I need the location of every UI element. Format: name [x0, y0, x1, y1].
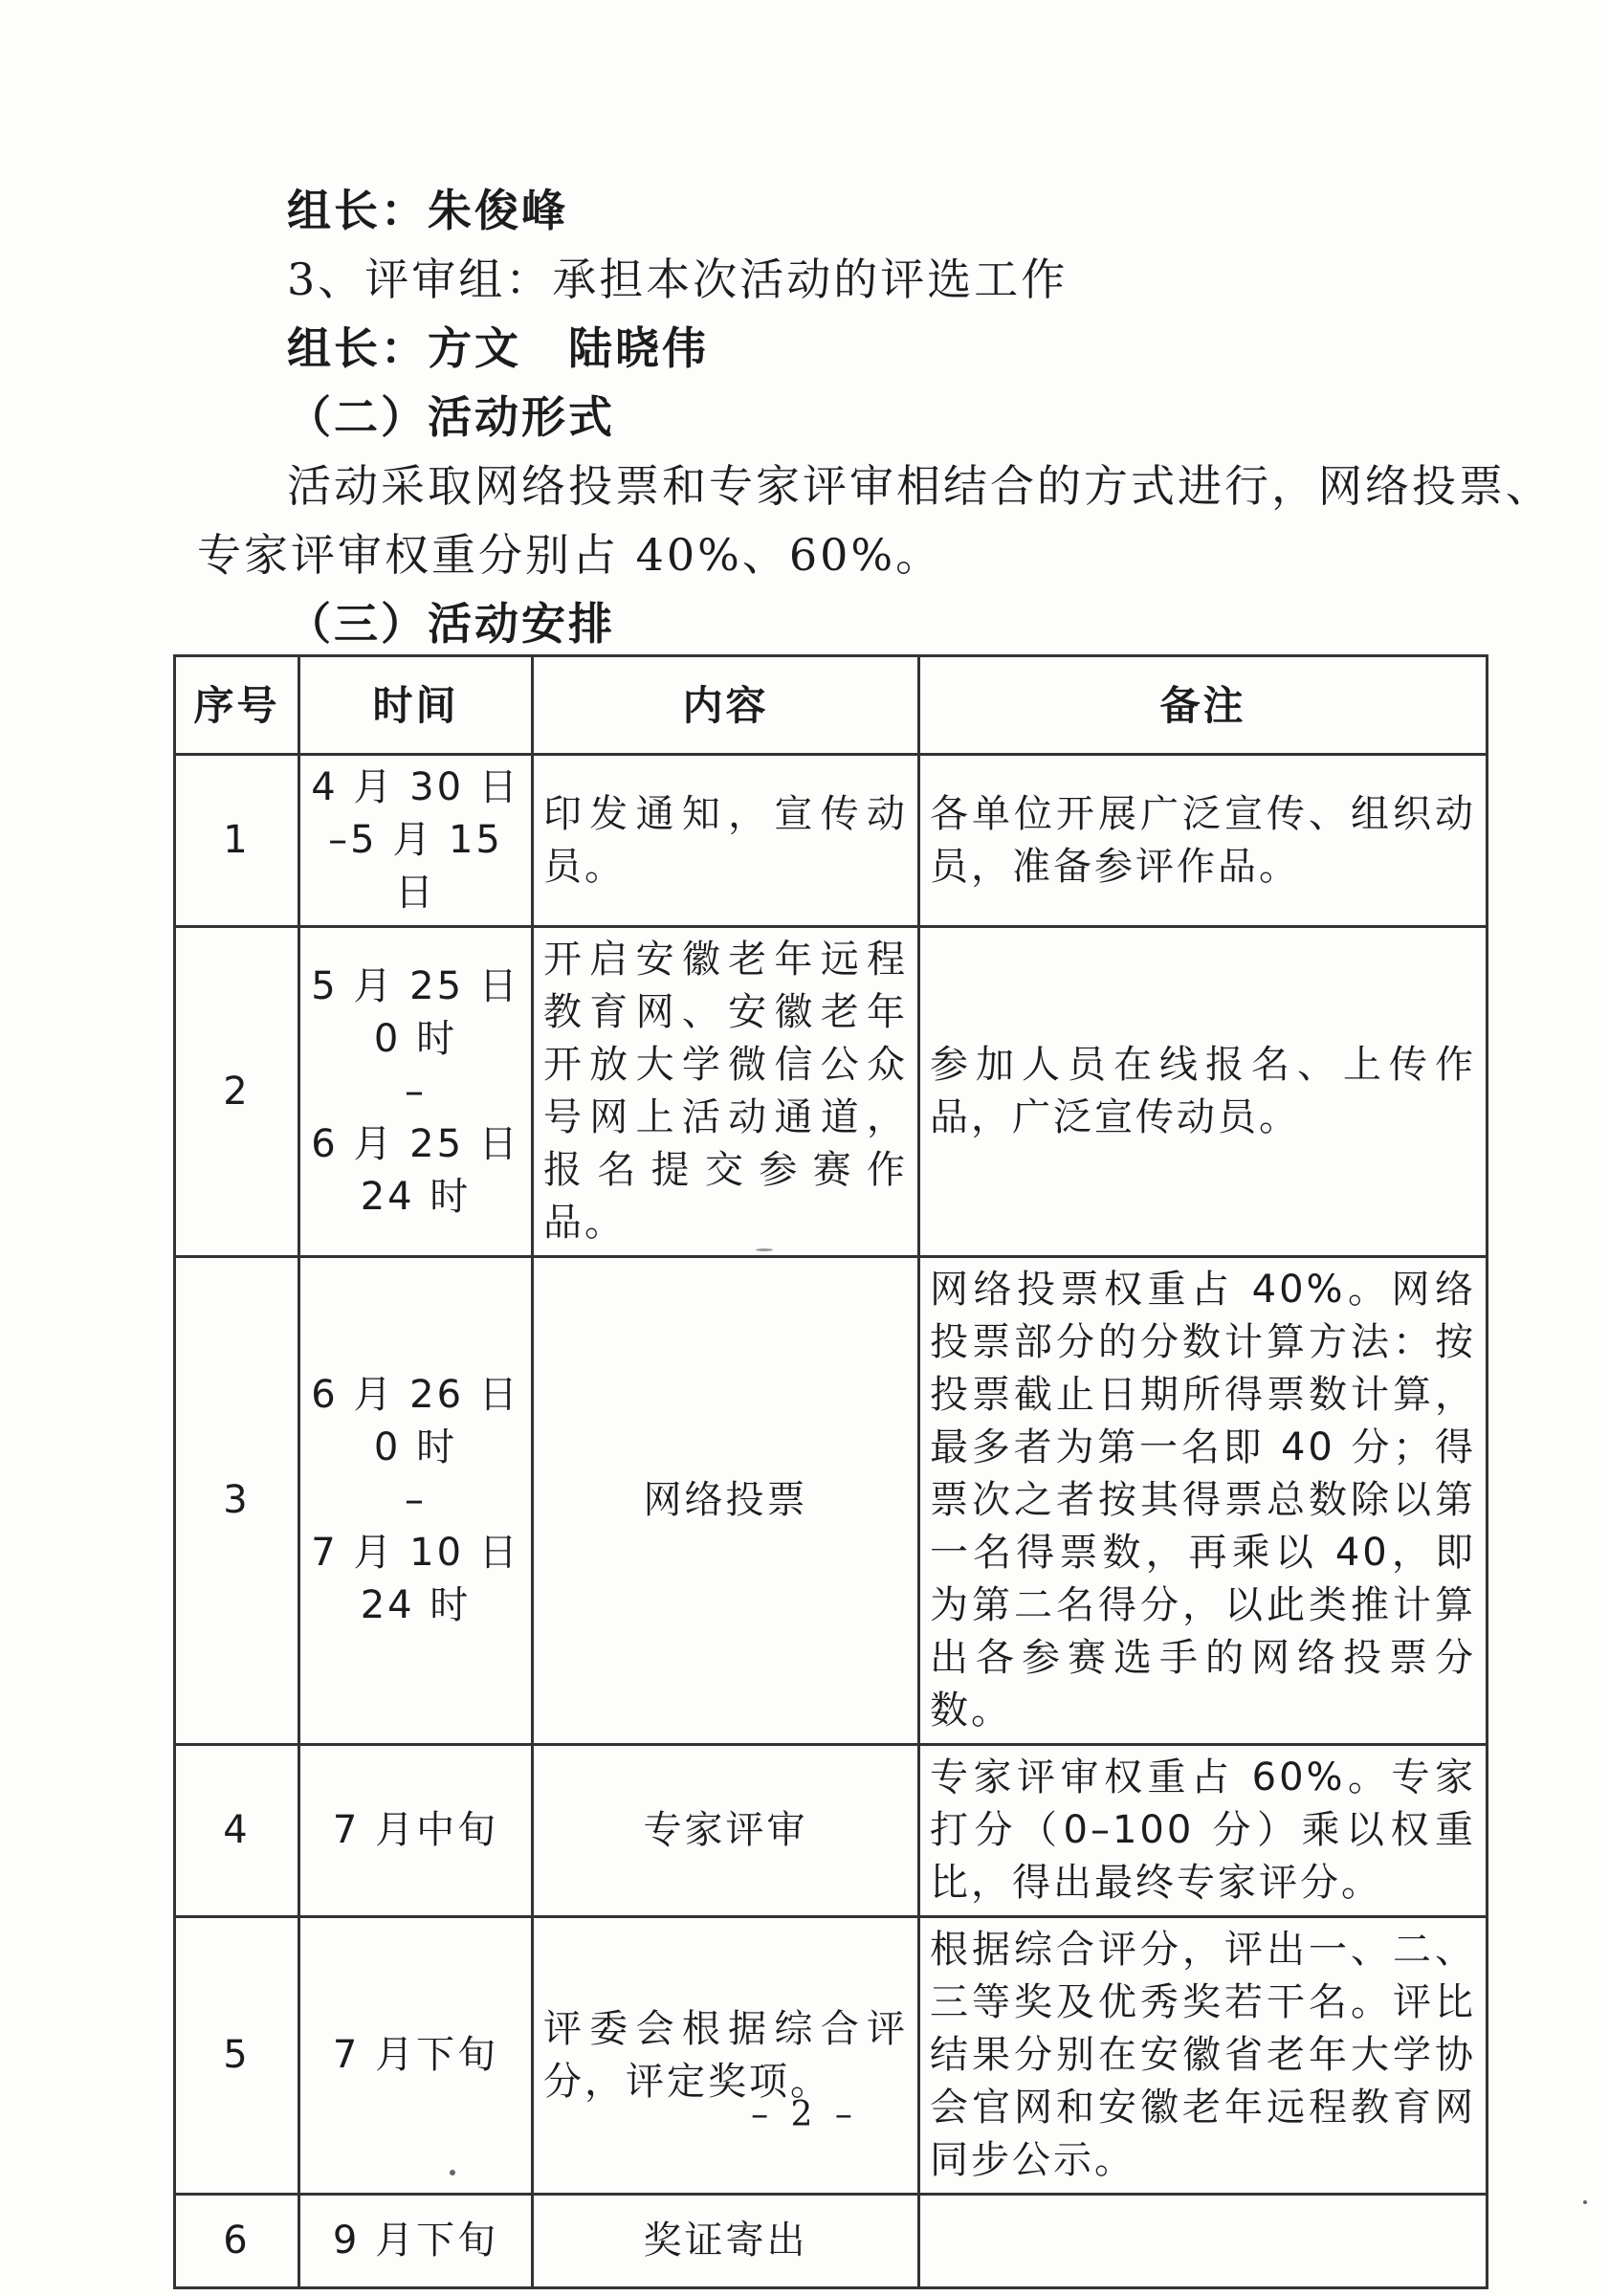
paragraph-line-2: 专家评审权重分别占 40%、60%。 [197, 529, 943, 581]
cell-remark: 专家评审权重占 60%。专家打分（0–100 分）乘以权重比，得出最终专家评分。 [919, 1745, 1488, 1917]
cell-no: 6 [175, 2195, 299, 2288]
table-row [175, 2195, 1488, 2288]
cell-no: 1 [175, 755, 299, 927]
section-title-activity-form: （二）活动形式 [287, 391, 615, 443]
scan-speck [450, 2170, 455, 2175]
cell-time [299, 755, 533, 927]
scan-speck [1583, 2200, 1587, 2204]
cell-time [299, 1257, 533, 1745]
cell-remark: 各单位开展广泛宣传、组织动员，准备参评作品。 [919, 755, 1488, 927]
section-title-activity-schedule: （三）活动安排 [287, 598, 615, 650]
time-line: 0 时 [373, 1425, 458, 1469]
cell-remark: 网络投票权重占 40%。网络投票部分的分数计算方法：按投票截止日期所得票数计算，最多者为第一名即 40 分；得票次之者按其得票总数除以第一名得票数，再乘以 40，即为第二名得分，以此类推计算出各参赛选手的网络投票分数。 [919, 1257, 1488, 1745]
cell-time [299, 927, 533, 1257]
time-line: 24 时 [360, 1174, 472, 1219]
cell-time [299, 1745, 533, 1917]
cell-content: 评委会根据综合评分，评定奖项。 [533, 1917, 919, 2195]
time-line: 24 时 [360, 1583, 472, 1627]
table-header-row [175, 656, 1488, 755]
body-line-group-leader-2: 组长：方文 陆晓伟 [287, 322, 709, 374]
table-row [175, 755, 1488, 927]
time-line: 9 月下旬 [332, 2219, 499, 2263]
schedule-table [173, 654, 1488, 2289]
cell-remark: 参加人员在线报名、上传作品，广泛宣传动员。 [919, 927, 1488, 1257]
cell-content: 网络投票 [533, 1257, 919, 1745]
body-line-review-group: 3、评审组：承担本次活动的评选工作 [287, 254, 1069, 305]
header-content: 内容 [533, 656, 919, 755]
header-time: 时间 [299, 656, 533, 755]
cell-no: 4 [175, 1745, 299, 1917]
cell-content: 奖证寄出 [533, 2195, 919, 2288]
cell-content: 开启安徽老年远程教育网、安徽老年开放大学微信公众号网上活动通道，报名提交参赛作品。 [533, 927, 919, 1257]
cell-content: 专家评审 [533, 1745, 919, 1917]
time-line: 7 月中旬 [332, 1808, 499, 1852]
time-line: 7 月下旬 [332, 2033, 499, 2077]
time-line: – [405, 1478, 427, 1522]
cell-remark: 根据综合评分，评出一、二、三等奖及优秀奖若干名。评比结果分别在安徽省老年大学协会官网和安徽老年远程教育网同步公示。 [919, 1917, 1488, 2195]
cell-no: 5 [175, 1917, 299, 2195]
table-row [175, 1745, 1488, 1917]
header-no: 序号 [175, 656, 299, 755]
scan-speck [756, 1248, 773, 1251]
table-row [175, 927, 1488, 1257]
time-line: 6 月 26 日 [311, 1373, 520, 1417]
cell-time [299, 2195, 533, 2288]
time-line: 7 月 10 日 [311, 1531, 520, 1575]
cell-time [299, 1917, 533, 2195]
cell-remark [919, 2195, 1488, 2288]
time-line: 5 月 25 日 [311, 963, 520, 1008]
cell-no: 2 [175, 927, 299, 1257]
table-row [175, 1257, 1488, 1745]
table-row [175, 1917, 1488, 2195]
time-line: 6 月 25 日 [311, 1121, 520, 1166]
cell-content: 印发通知，宣传动员。 [533, 755, 919, 927]
paragraph-line-1: 活动采取网络投票和专家评审相结合的方式进行，网络投票、 [287, 460, 1553, 512]
body-line-group-leader-1: 组长：朱俊峰 [287, 185, 568, 236]
time-line: –5 月 15 日 [328, 818, 503, 915]
time-line: 0 时 [373, 1016, 458, 1061]
time-line: 4 月 30 日 [311, 765, 520, 809]
cell-no: 3 [175, 1257, 299, 1745]
page-number: – 2 – [751, 2095, 858, 2134]
header-remark: 备注 [919, 656, 1488, 755]
time-line: – [405, 1069, 427, 1114]
